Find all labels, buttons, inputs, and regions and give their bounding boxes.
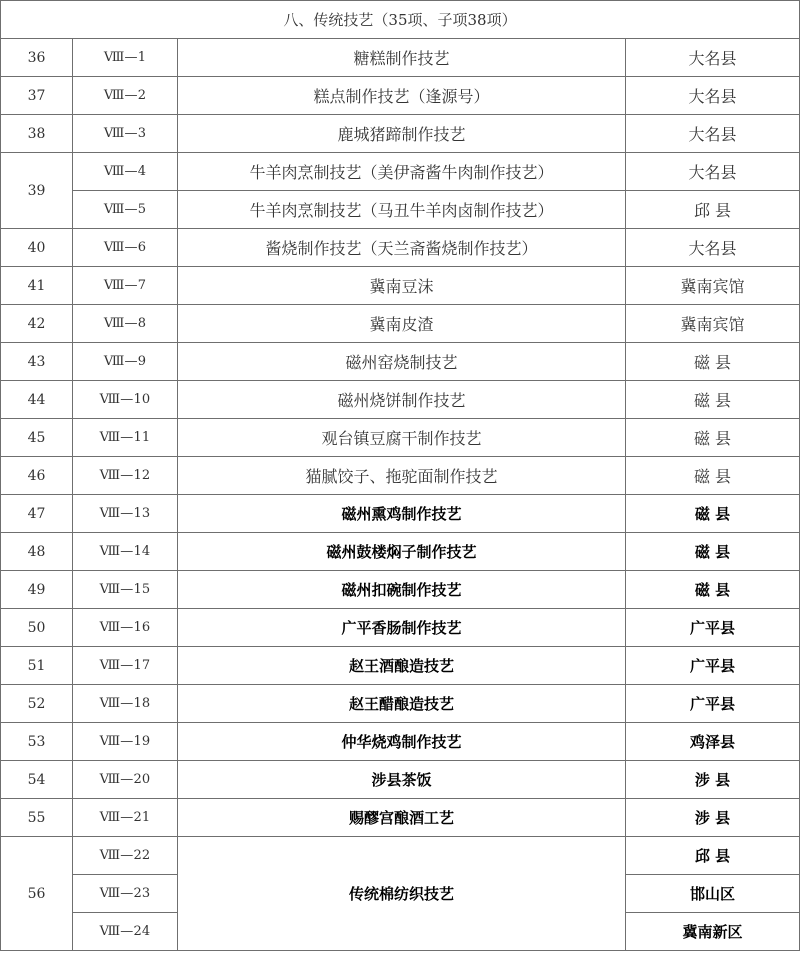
- item-name: 磁州熏鸡制作技艺: [178, 495, 626, 533]
- table-row: [1, 191, 800, 229]
- table-row: [1, 799, 800, 837]
- row-number: 52: [1, 685, 73, 723]
- table-row: [1, 153, 800, 191]
- table-row: [1, 381, 800, 419]
- row-number: 49: [1, 571, 73, 609]
- item-code: Ⅷ—5: [73, 191, 178, 229]
- item-name: 冀南皮渣: [178, 305, 626, 343]
- table-row: [1, 77, 800, 115]
- item-name: 赵王醋酿造技艺: [178, 685, 626, 723]
- county: 磁 县: [626, 571, 800, 609]
- row-number: 46: [1, 457, 73, 495]
- item-code: Ⅷ—12: [73, 457, 178, 495]
- item-code: Ⅷ—18: [73, 685, 178, 723]
- row-number: 40: [1, 229, 73, 267]
- county: 邱 县: [626, 837, 800, 875]
- item-code: Ⅷ—4: [73, 153, 178, 191]
- county: 大名县: [626, 77, 800, 115]
- item-name: 冀南豆沫: [178, 267, 626, 305]
- county: 冀南宾馆: [626, 305, 800, 343]
- table-row: [1, 419, 800, 457]
- item-name: 磁州烧饼制作技艺: [178, 381, 626, 419]
- row-number: 36: [1, 39, 73, 77]
- item-name: 鹿城猪蹄制作技艺: [178, 115, 626, 153]
- table-row: [1, 533, 800, 571]
- table-row: [1, 609, 800, 647]
- row-number: 56: [1, 837, 73, 951]
- item-name: 猫腻饺子、拖驼面制作技艺: [178, 457, 626, 495]
- table-row: [1, 837, 800, 875]
- table-row: [1, 685, 800, 723]
- county: 广平县: [626, 609, 800, 647]
- county: 涉 县: [626, 799, 800, 837]
- item-name: 涉县茶饭: [178, 761, 626, 799]
- table-row: [1, 115, 800, 153]
- item-code: Ⅷ—10: [73, 381, 178, 419]
- item-code: Ⅷ—24: [73, 913, 178, 951]
- item-name: 糖糕制作技艺: [178, 39, 626, 77]
- table-row: [1, 571, 800, 609]
- item-code: Ⅷ—11: [73, 419, 178, 457]
- row-number: 38: [1, 115, 73, 153]
- item-code: Ⅷ—23: [73, 875, 178, 913]
- row-number: 39: [1, 153, 73, 229]
- county: 磁 县: [626, 343, 800, 381]
- table-row: [1, 229, 800, 267]
- item-name: 磁州鼓楼焖子制作技艺: [178, 533, 626, 571]
- row-number: 50: [1, 609, 73, 647]
- county: 邱 县: [626, 191, 800, 229]
- table-row: [1, 723, 800, 761]
- table-row: [1, 647, 800, 685]
- county: 广平县: [626, 685, 800, 723]
- county: 大名县: [626, 153, 800, 191]
- item-code: Ⅷ—13: [73, 495, 178, 533]
- row-number: 53: [1, 723, 73, 761]
- item-code: Ⅷ—22: [73, 837, 178, 875]
- table-row: [1, 305, 800, 343]
- item-code: Ⅷ—16: [73, 609, 178, 647]
- county: 磁 县: [626, 495, 800, 533]
- county: 磁 县: [626, 533, 800, 571]
- item-code: Ⅷ—9: [73, 343, 178, 381]
- item-name: 广平香肠制作技艺: [178, 609, 626, 647]
- county: 磁 县: [626, 419, 800, 457]
- item-name: 传统棉纺织技艺: [178, 837, 626, 951]
- county: 冀南宾馆: [626, 267, 800, 305]
- item-name: 牛羊肉烹制技艺（马丑牛羊肉卤制作技艺）: [178, 191, 626, 229]
- item-code: Ⅷ—21: [73, 799, 178, 837]
- item-code: Ⅷ—17: [73, 647, 178, 685]
- section-title: 八、传统技艺（35项、子项38项）: [1, 1, 800, 39]
- item-name: 观台镇豆腐干制作技艺: [178, 419, 626, 457]
- item-name: 赐醪宫酿酒工艺: [178, 799, 626, 837]
- table-row: [1, 495, 800, 533]
- item-name: 牛羊肉烹制技艺（美伊斋酱牛肉制作技艺）: [178, 153, 626, 191]
- item-code: Ⅷ—20: [73, 761, 178, 799]
- county: 大名县: [626, 115, 800, 153]
- county: 大名县: [626, 39, 800, 77]
- row-number: 37: [1, 77, 73, 115]
- table-row: [1, 39, 800, 77]
- table-row: [1, 761, 800, 799]
- item-code: Ⅷ—19: [73, 723, 178, 761]
- table-row: [1, 343, 800, 381]
- county: 邯山区: [626, 875, 800, 913]
- row-number: 45: [1, 419, 73, 457]
- county: 广平县: [626, 647, 800, 685]
- row-number: 51: [1, 647, 73, 685]
- county: 磁 县: [626, 381, 800, 419]
- item-name: 赵王酒酿造技艺: [178, 647, 626, 685]
- row-number: 55: [1, 799, 73, 837]
- row-number: 54: [1, 761, 73, 799]
- item-code: Ⅷ—6: [73, 229, 178, 267]
- item-name: 酱烧制作技艺（天兰斋酱烧制作技艺）: [178, 229, 626, 267]
- item-code: Ⅷ—7: [73, 267, 178, 305]
- item-code: Ⅷ—15: [73, 571, 178, 609]
- row-number: 43: [1, 343, 73, 381]
- item-code: Ⅷ—8: [73, 305, 178, 343]
- item-name: 磁州窑烧制技艺: [178, 343, 626, 381]
- table-row: [1, 267, 800, 305]
- item-code: Ⅷ—14: [73, 533, 178, 571]
- county: 鸡泽县: [626, 723, 800, 761]
- item-name: 糕点制作技艺（逢源号）: [178, 77, 626, 115]
- county: 大名县: [626, 229, 800, 267]
- county: 磁 县: [626, 457, 800, 495]
- row-number: 44: [1, 381, 73, 419]
- row-number: 48: [1, 533, 73, 571]
- item-code: Ⅷ—2: [73, 77, 178, 115]
- item-code: Ⅷ—1: [73, 39, 178, 77]
- row-number: 41: [1, 267, 73, 305]
- county: 冀南新区: [626, 913, 800, 951]
- item-name: 仲华烧鸡制作技艺: [178, 723, 626, 761]
- item-code: Ⅷ—3: [73, 115, 178, 153]
- row-number: 47: [1, 495, 73, 533]
- county: 涉 县: [626, 761, 800, 799]
- table-row: [1, 457, 800, 495]
- item-name: 磁州扣碗制作技艺: [178, 571, 626, 609]
- row-number: 42: [1, 305, 73, 343]
